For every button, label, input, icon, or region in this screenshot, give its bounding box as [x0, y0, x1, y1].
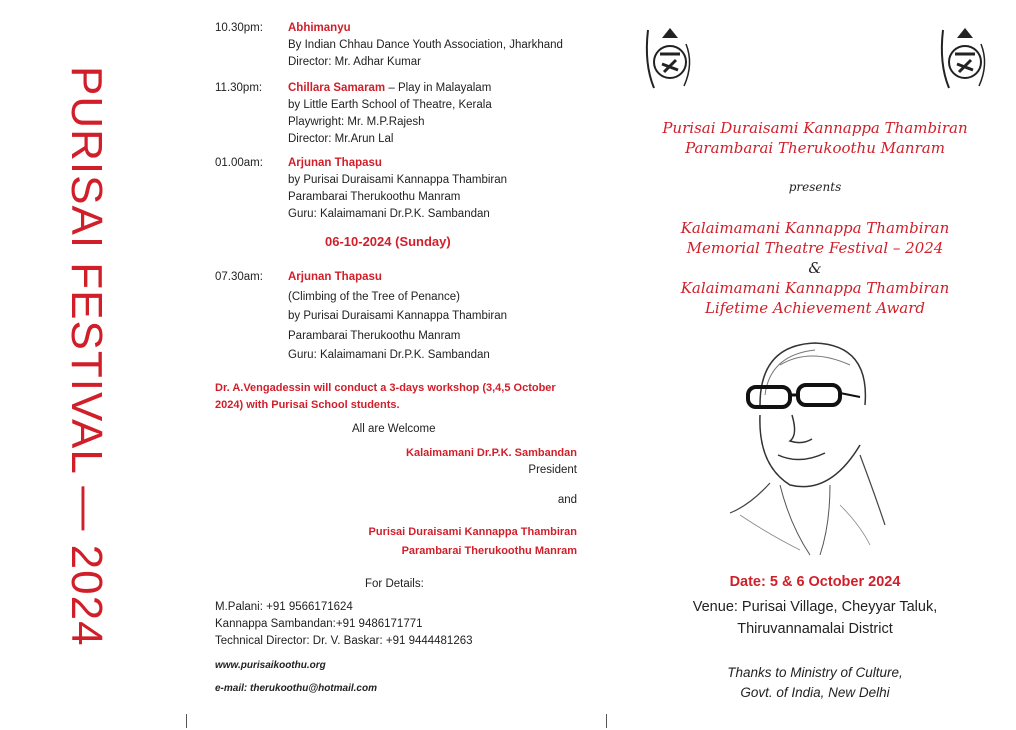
vertical-festival-title	[63, 66, 111, 666]
contact-line: Technical Director: Dr. V. Baskar: +91 9444481263	[215, 635, 473, 647]
cover-org-line: Parambarai Therukoothu Manram	[685, 139, 945, 157]
portrait-sketch-icon	[720, 335, 890, 557]
award-line: Kalaimamani Kannappa Thambiran	[680, 279, 950, 297]
presents-text: presents	[788, 180, 842, 194]
signatory-name: Kalaimamani Dr.P.K. Sambandan	[406, 447, 577, 459]
event-title: Abhimanyu	[288, 22, 351, 34]
event-line: Guru: Kalaimamani Dr.P.K. Sambandan	[288, 349, 490, 361]
festival-title	[630, 218, 1000, 318]
organization-line: Purisai Duraisami Kannappa Thambiran	[368, 526, 577, 538]
fold-mark-left	[186, 714, 187, 728]
dancer-emblem-left-icon	[640, 24, 698, 92]
vertical-title-text: PURISAI FESTIVAL — 2024	[62, 66, 111, 647]
event-line: By Indian Chhau Dance Youth Association, Jharkhand	[288, 39, 563, 51]
event-line: Parambarai Therukoothu Manram	[288, 191, 461, 203]
ampersand: &	[808, 259, 822, 277]
event-line: Director: Mr.Arun Lal	[288, 133, 394, 145]
thanks-block	[630, 663, 1000, 703]
venue-line: Venue: Purisai Village, Cheyyar Taluk,	[692, 599, 938, 615]
cover-org-line: Purisai Duraisami Kannappa Thambiran	[662, 119, 968, 137]
signatory-block	[406, 445, 577, 479]
email-link[interactable]: e-mail: therukoothu@hotmail.com	[215, 683, 377, 694]
event-line: by Purisai Duraisami Kannappa Thambiran	[288, 174, 508, 186]
signatory-role: President	[528, 464, 577, 476]
event-time: 07.30am:	[215, 271, 263, 283]
event-title: Arjunan Thapasu	[288, 271, 382, 283]
fold-mark-right	[606, 714, 607, 728]
event-time: 01.00am:	[215, 157, 263, 169]
event-title-suffix: – Play in Malayalam	[385, 82, 492, 94]
workshop-line: Dr. A.Vengadessin will conduct a 3-days workshop (3,4,5 October	[215, 382, 556, 394]
workshop-note	[215, 380, 585, 414]
event-date: Date: 5 & 6 October 2024	[729, 574, 901, 590]
event-line: Playwright: Mr. M.P.Rajesh	[288, 116, 425, 128]
details-heading: For Details:	[365, 578, 424, 590]
venue-line: Thiruvannamalai District	[737, 621, 893, 637]
and-text: and	[557, 494, 577, 506]
event-line: (Climbing of the Tree of Penance)	[288, 290, 460, 303]
contact-line: M.Palani: +91 9566171624	[215, 601, 353, 613]
award-line: Lifetime Achievement Award	[704, 299, 926, 317]
organization-line: Parambarai Therukoothu Manram	[401, 545, 577, 557]
venue-block	[630, 596, 1000, 640]
welcome-text: All are Welcome	[352, 423, 436, 435]
cover-organization	[630, 118, 1000, 158]
workshop-line: 2024) with Purisai School students.	[215, 399, 400, 411]
contact-list	[215, 599, 473, 650]
sunday-heading: 06-10-2024 (Sunday)	[325, 234, 451, 249]
thanks-line: Thanks to Ministry of Culture,	[727, 665, 903, 680]
event-time: 11.30pm:	[215, 82, 263, 94]
organization-block	[369, 523, 577, 561]
contact-line: Kannappa Sambandan:+91 9486171771	[215, 618, 423, 630]
website-link[interactable]: www.purisaikoothu.org	[215, 660, 326, 671]
event-line: by Little Earth School of Theatre, Kerala	[288, 99, 492, 111]
festival-line: Memorial Theatre Festival – 2024	[686, 239, 944, 257]
festival-line: Kalaimamani Kannappa Thambiran	[680, 219, 950, 237]
event-title: Chillara Samaram	[288, 82, 386, 94]
thanks-line: Govt. of India, New Delhi	[740, 685, 890, 700]
event-line: Parambarai Therukoothu Manram	[288, 329, 461, 342]
event-line: Guru: Kalaimamani Dr.P.K. Sambandan	[288, 208, 490, 220]
dancer-emblem-right-icon	[935, 24, 993, 92]
event-line: by Purisai Duraisami Kannappa Thambiran	[288, 310, 508, 322]
event-title: Arjunan Thapasu	[288, 157, 382, 169]
event-line: Director: Mr. Adhar Kumar	[288, 56, 421, 68]
event-time: 10.30pm:	[215, 22, 263, 34]
